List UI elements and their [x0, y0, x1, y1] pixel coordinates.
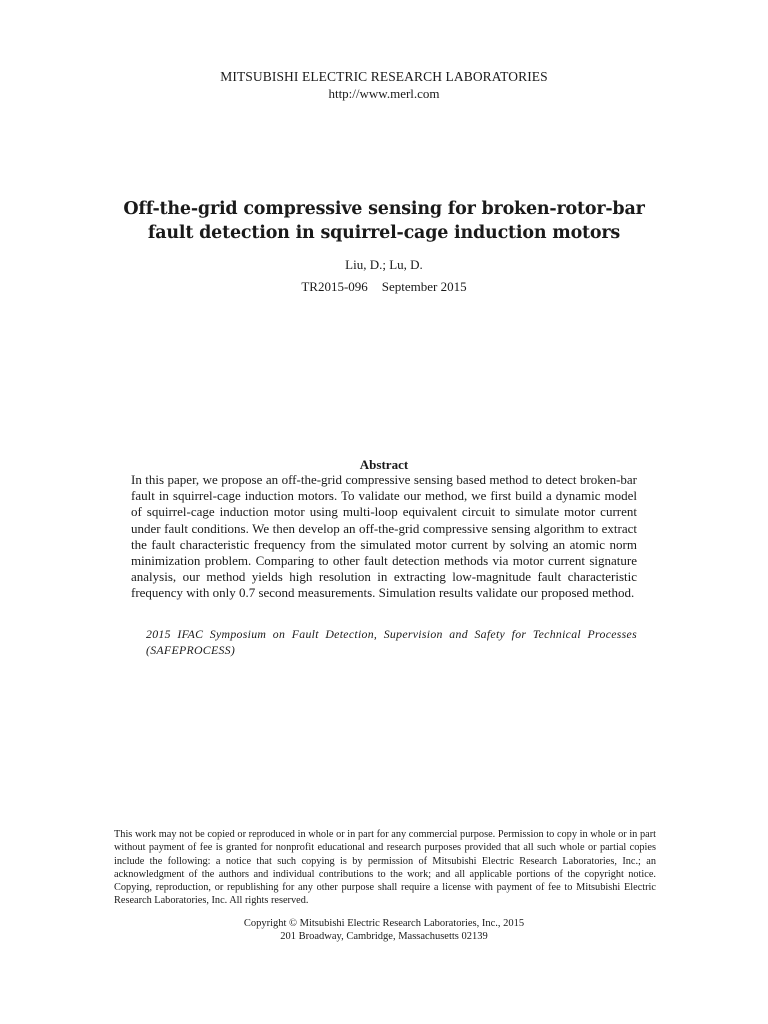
report-info: [0, 279, 768, 295]
report-date: September 2015: [381, 279, 467, 294]
paper-title: Off-the-grid compressive sensing for broken-rotor-bar fault detection in squirrel-cage induction motors: [123, 199, 645, 243]
abstract-body: In this paper, we propose an off-the-grid compressive sensing based method to detect broken-bar fault in squirrel-cage induction motors. To validate our method, we first build a dynamic model of squirrel-cage induction motor using multi-loop equivalent circuit to simulate motor current under fault conditions. We then develop an off-the-grid compressive sensing algorithm to extract the fault characteristic frequency from the simulated motor current by solving an atomic norm minimization problem. Comparing to other fault detection methods via motor current signature analysis, our method yields high resolution in extracting low-magnitude fault characteristic frequency with only 0.7 second measurements. Simulation results validate our proposed method.: [131, 472, 637, 601]
paper-authors: Liu, D.; Lu, D.: [345, 257, 423, 272]
copyright-notice: This work may not be copied or reproduced in whole or in part for any commercial purpose. Permission to copy in whole or in part without payment of fee is granted for nonprofit educational and research purposes provided that all such whole or partial copies include the following: a notice that such copying is by permission of Mitsubishi Electric Research Laboratories, Inc.; an acknowledgment of the authors and individual contributions to the work; and all applicable portions of the copyright notice. Copying, reproduction, or republishing for any other purpose shall require a license with payment of fee to Mitsubishi Electric Research Laboratories, Inc. All rights reserved.: [114, 829, 656, 907]
copyright-block: [0, 917, 768, 943]
copyright-line: Copyright © Mitsubishi Electric Research Laboratories, Inc., 2015: [243, 918, 525, 929]
abstract-heading: Abstract: [359, 457, 409, 472]
report-number: TR2015-096: [301, 279, 368, 294]
address-line: 201 Broadway, Cambridge, Massachusetts 02139: [280, 931, 488, 942]
lab-name: MITSUBISHI ELECTRIC RESEARCH LABORATORIES: [220, 69, 548, 84]
publication-venue: 2015 IFAC Symposium on Fault Detection, Supervision and Safety for Technical Processes (SAFEPROCESS): [146, 627, 637, 657]
lab-url-link[interactable]: http://www.merl.com: [328, 86, 440, 101]
